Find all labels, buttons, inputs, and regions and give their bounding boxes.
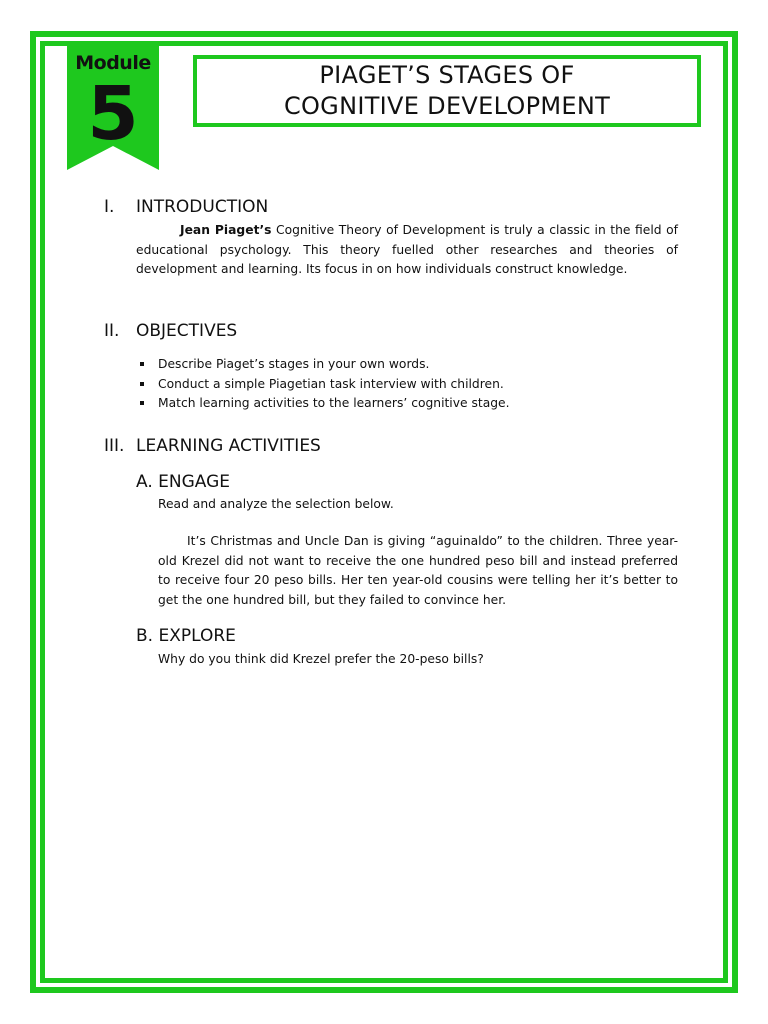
introduction-paragraph — [136, 221, 678, 280]
list-item — [136, 394, 510, 414]
title-line-2: COGNITIVE DEVELOPMENT — [283, 92, 611, 120]
bullet-square-icon — [140, 401, 144, 405]
engage-heading: A. ENGAGE — [136, 472, 231, 492]
objectives-heading-text: OBJECTIVES — [136, 321, 238, 341]
objectives-heading — [104, 321, 237, 341]
introduction-number: I. — [104, 197, 115, 217]
objectives-number: II. — [104, 321, 120, 341]
learning-activities-heading — [104, 436, 321, 456]
title-line-1: PIAGET’S STAGES OF — [319, 61, 575, 89]
learning-activities-number: III. — [104, 436, 125, 456]
module-number: 5 — [87, 71, 139, 157]
learning-activities-heading-text: LEARNING ACTIVITIES — [136, 436, 321, 456]
objective-text: Conduct a simple Piagetian task interview with children. — [158, 376, 504, 391]
list-item — [136, 375, 510, 395]
module-label: Module — [75, 52, 151, 74]
bullet-square-icon — [140, 382, 144, 386]
explore-question: Why do you think did Krezel prefer the 20-peso bills? — [158, 652, 484, 666]
title-box — [193, 55, 701, 127]
bullet-square-icon — [140, 362, 144, 366]
introduction-heading-text: INTRODUCTION — [136, 197, 269, 217]
introduction-bold-lead: Jean Piaget’s — [180, 223, 272, 237]
objective-text: Match learning activities to the learners’ cognitive stage. — [158, 396, 510, 411]
list-item — [136, 355, 510, 375]
explore-heading: B. EXPLORE — [136, 626, 236, 646]
introduction-text: Cognitive Theory of Development is truly a classic in the field of educational psychology. This theory fuelled other researches and theories of development and learning. Its focus in on how individuals construct knowledge. — [136, 223, 678, 276]
engage-instruction: Read and analyze the selection below. — [158, 497, 394, 511]
objective-text: Describe Piaget’s stages in your own words. — [158, 357, 430, 371]
engage-story: It’s Christmas and Uncle Dan is giving “aguinaldo” to the children. Three year-old Krezel did not want to receive the one hundred peso bill and instead preferred to receive four 20 peso bills. Her ten year-old cousins were telling her it’s better to get the one hundred bill, but they failed to convince her. — [158, 534, 678, 607]
introduction-heading — [104, 197, 268, 217]
objectives-list — [136, 355, 510, 414]
module-ribbon — [67, 46, 159, 170]
